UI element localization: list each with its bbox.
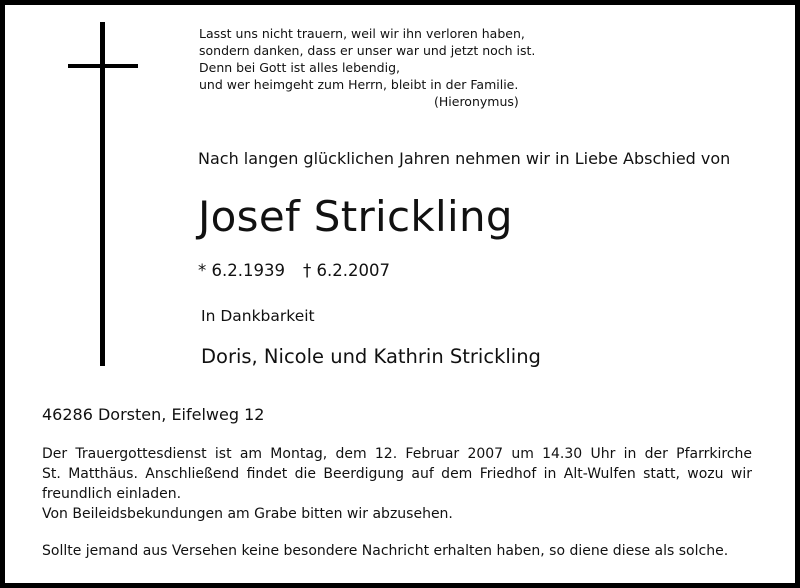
quote-line: sondern danken, dass er unser war und jetzt noch ist. (199, 43, 536, 58)
quote-line: und wer heimgeht zum Herrn, bleibt in der Familie. (199, 77, 519, 92)
family-address: 46286 Dorsten, Eifelweg 12 (42, 405, 265, 424)
cross-icon-bar (68, 64, 138, 68)
service-line: St. Matthäus. Anschließend findet die Beerdigung auf dem Friedhof in Alt-Wulfen statt, wozu wir (42, 466, 752, 482)
closing-note: Sollte jemand aus Versehen keine besondere Nachricht erhalten haben, so diene diese als solche. (42, 543, 729, 559)
service-line: Der Trauergottesdienst ist am Montag, dem 12. Februar 2007 um 14.30 Uhr in der Pfarrkirche (42, 446, 752, 462)
life-dates (198, 261, 390, 280)
service-line: freundlich einladen. (42, 486, 182, 502)
quote-line: Denn bei Gott ist alles lebendig, (199, 60, 400, 75)
gratitude-line: In Dankbarkeit (201, 307, 315, 325)
service-details (42, 444, 752, 524)
deceased-name: Josef Strickling (198, 192, 513, 241)
cross-icon (100, 22, 105, 366)
quote-line: Lasst uns nicht trauern, weil wir ihn verloren haben, (199, 26, 525, 41)
birth-date: * 6.2.1939 (198, 261, 285, 280)
service-line: Von Beileidsbekundungen am Grabe bitten wir abzusehen. (42, 506, 453, 522)
memorial-quote (199, 25, 535, 110)
death-date: † 6.2.2007 (302, 261, 390, 280)
quote-source: (Hieronymus) (434, 94, 519, 109)
mourners-names: Doris, Nicole und Kathrin Strickling (201, 345, 541, 368)
intro-text: Nach langen glücklichen Jahren nehmen wir in Liebe Abschied von (198, 149, 731, 168)
